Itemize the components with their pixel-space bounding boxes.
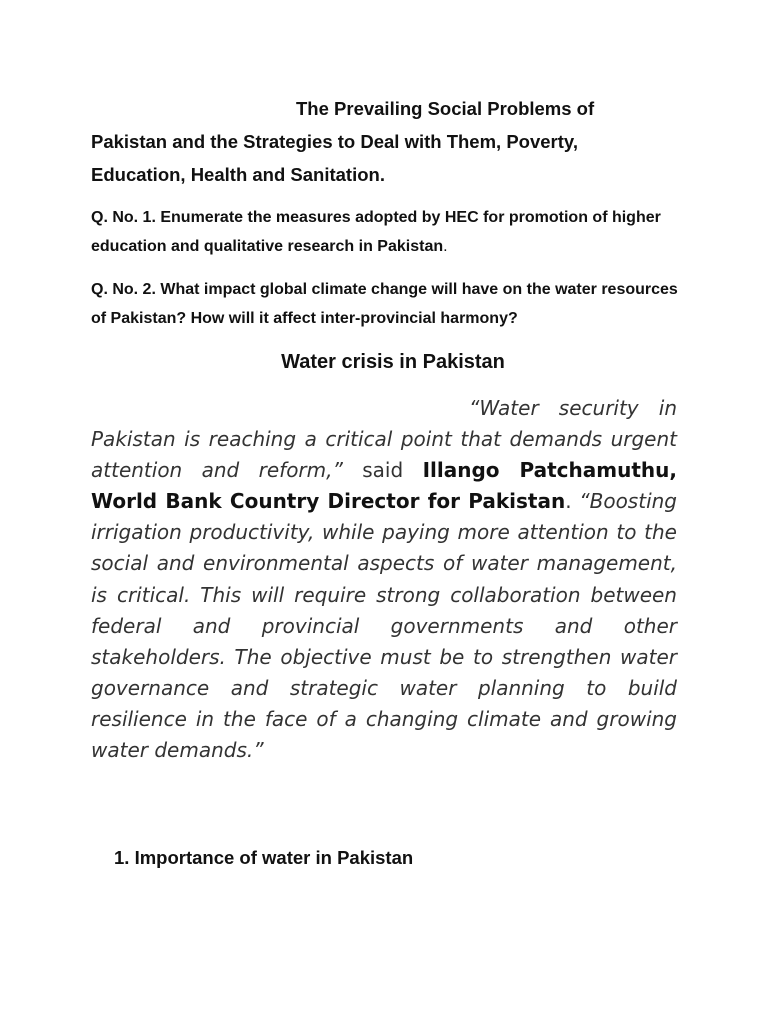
question-1-tail: .	[443, 238, 448, 255]
question-2-text: Q. No. 2. What impact global climate change will have on the water resources of Pakistan? How will it affect inter-provincial harmony?	[91, 281, 678, 327]
quote-speaker: Illango Patchamuthu, World Bank Country Director for Pakistan	[91, 458, 677, 514]
title-line-2: Pakistan and the Strategies to Deal with Them, Poverty,	[91, 131, 578, 152]
document-title	[91, 92, 681, 191]
quote-said: said	[342, 458, 423, 483]
quote-period: .	[565, 489, 580, 514]
question-1	[91, 203, 681, 261]
quote-part-2: “Boosting irrigation productivity, while paying more attention to the social and environmental aspects of water management, is critical. This will require strong collaboration between federal and provincial governments and other stakeholders. The objective must be to strengthen water governance and strategic water planning to build resilience in the face of a changing climate and growing water demands.”	[91, 489, 677, 763]
question-2	[91, 275, 681, 333]
list-item: 1. Importance of water in Pakistan	[114, 847, 414, 868]
quote-part-1: “Water security in Pakistan is reaching a critical point that demands urgent attention and reform,”	[91, 396, 677, 483]
section-heading: Water crisis in Pakistan	[281, 351, 505, 373]
quote-paragraph	[91, 393, 677, 766]
title-line-3: Education, Health and Sanitation.	[91, 164, 385, 185]
question-1-text: Q. No. 1. Enumerate the measures adopted by HEC for promotion of higher education and qualitative research in Pakistan	[91, 209, 661, 255]
title-line-1: The Prevailing Social Problems of	[296, 98, 595, 119]
